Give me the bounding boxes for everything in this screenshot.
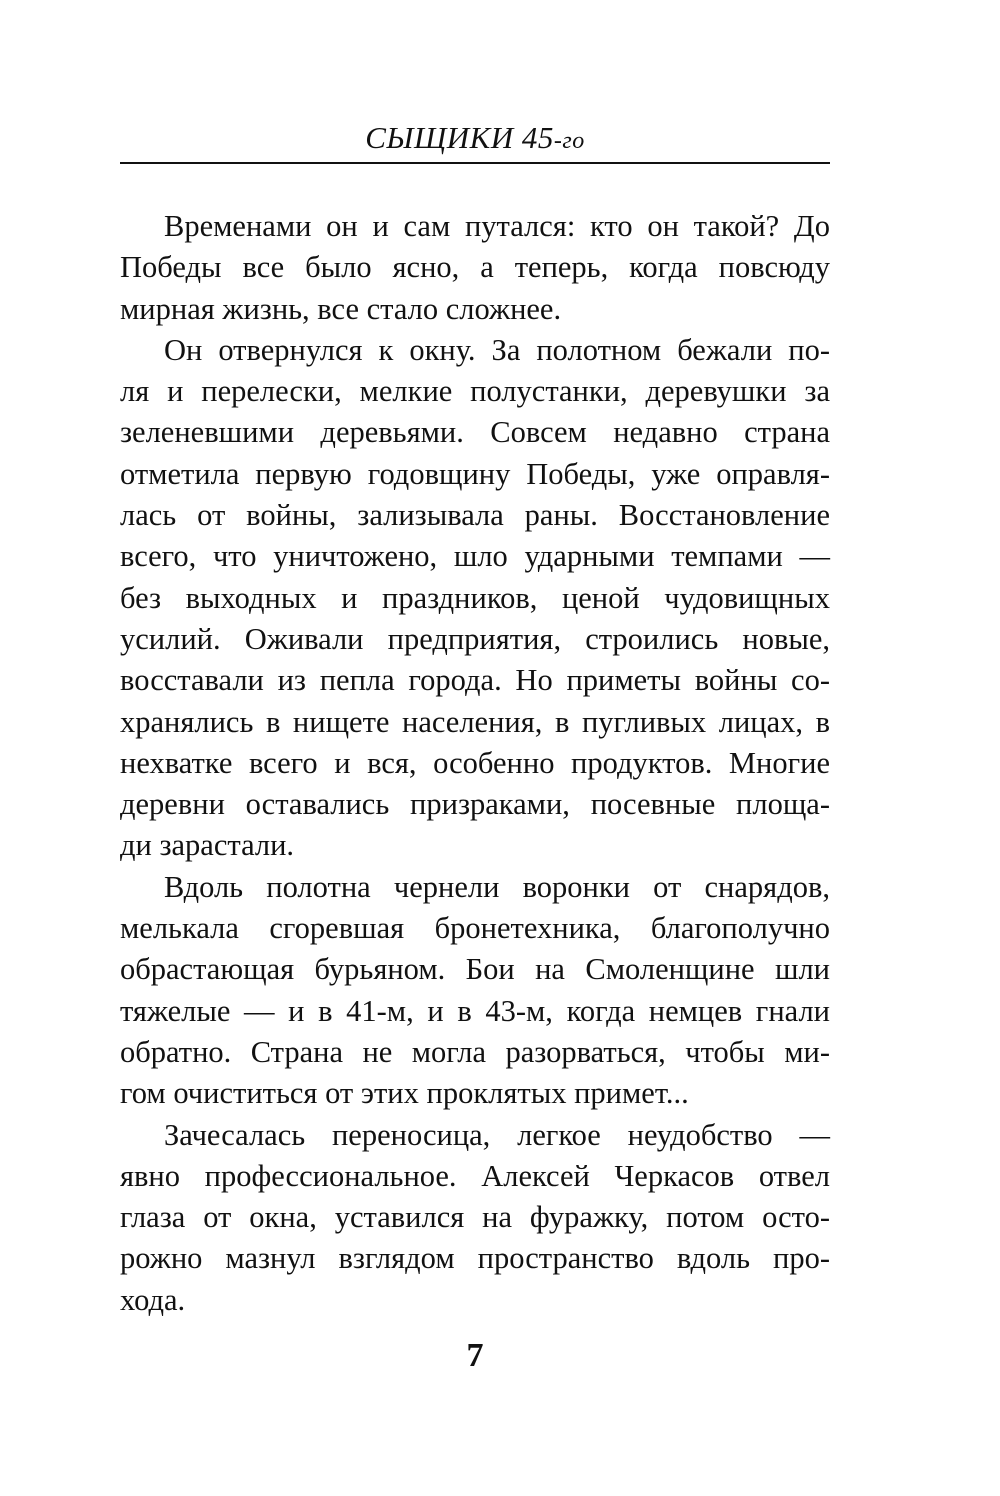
text-line: восставали из пепла города. Но приметы войны со- <box>120 663 830 698</box>
text-line: усилий. Оживали предприятия, строились новые, <box>120 621 830 656</box>
text-line: Зачесалась переносица, легкое неудобство — <box>164 1117 830 1152</box>
text-line: гом очиститься от этих проклятых примет... <box>120 1076 689 1111</box>
body-text <box>120 206 830 1321</box>
paragraph-2 <box>120 330 830 867</box>
text-line: мелькала сгоревшая бронетехника, благополучно <box>120 911 830 946</box>
text-line: обрастающая бурьяном. Бои на Смоленщине шли <box>120 952 830 987</box>
text-line: без выходных и праздников, ценой чудовищных <box>120 580 830 615</box>
header-rule <box>120 162 830 164</box>
text-line: Победы все было ясно, а теперь, когда повсюду <box>120 250 830 285</box>
paragraph-1 <box>120 206 830 330</box>
header-suffix: -го <box>553 128 585 154</box>
text-line: всего, что уничтожено, шло ударными темпами — <box>120 539 830 574</box>
text-line: нехватке всего и вся, особенно продуктов. Многие <box>120 745 830 780</box>
running-header <box>120 118 830 161</box>
paragraph-3 <box>120 867 830 1115</box>
header-title: СЫЩИКИ <box>365 120 514 155</box>
text-line: рожно мазнул взглядом пространство вдоль про- <box>120 1241 830 1276</box>
paragraph-4 <box>120 1115 830 1321</box>
text-line: лась от войны, зализывала раны. Восстановление <box>120 498 830 533</box>
text-line: тяжелые — и в 41-м, и в 43-м, когда немцев гнали <box>120 993 830 1028</box>
text-line: Он отвернулся к окну. За полотном бежали по- <box>164 332 830 367</box>
page-number: 7 <box>466 1337 484 1374</box>
text-line: обратно. Страна не могла разорваться, чтобы ми- <box>120 1034 830 1069</box>
text-line: мирная жизнь, все стало сложнее. <box>120 291 562 326</box>
text-line: зеленевшими деревьями. Совсем недавно страна <box>120 415 830 450</box>
text-line: ди зарастали. <box>120 828 295 863</box>
text-line: отметила первую годовщину Победы, уже оправля- <box>120 456 830 491</box>
header-number: 45 <box>521 120 554 155</box>
text-line: глаза от окна, уставился на фуражку, потом осто- <box>120 1200 830 1235</box>
text-line: деревни оставались призраками, посевные площа- <box>120 787 830 822</box>
text-line: явно профессиональное. Алексей Черкасов отвел <box>120 1158 830 1193</box>
text-line: ля и перелески, мелкие полустанки, деревушки за <box>120 374 830 409</box>
text-line: хода. <box>120 1282 186 1317</box>
text-line: хранялись в нищете населения, в пугливых лицах, в <box>120 704 830 739</box>
text-line: Временами он и сам путался: кто он такой? До <box>164 209 830 243</box>
text-line: Вдоль полотна чернели воронки от снарядов, <box>164 869 830 904</box>
